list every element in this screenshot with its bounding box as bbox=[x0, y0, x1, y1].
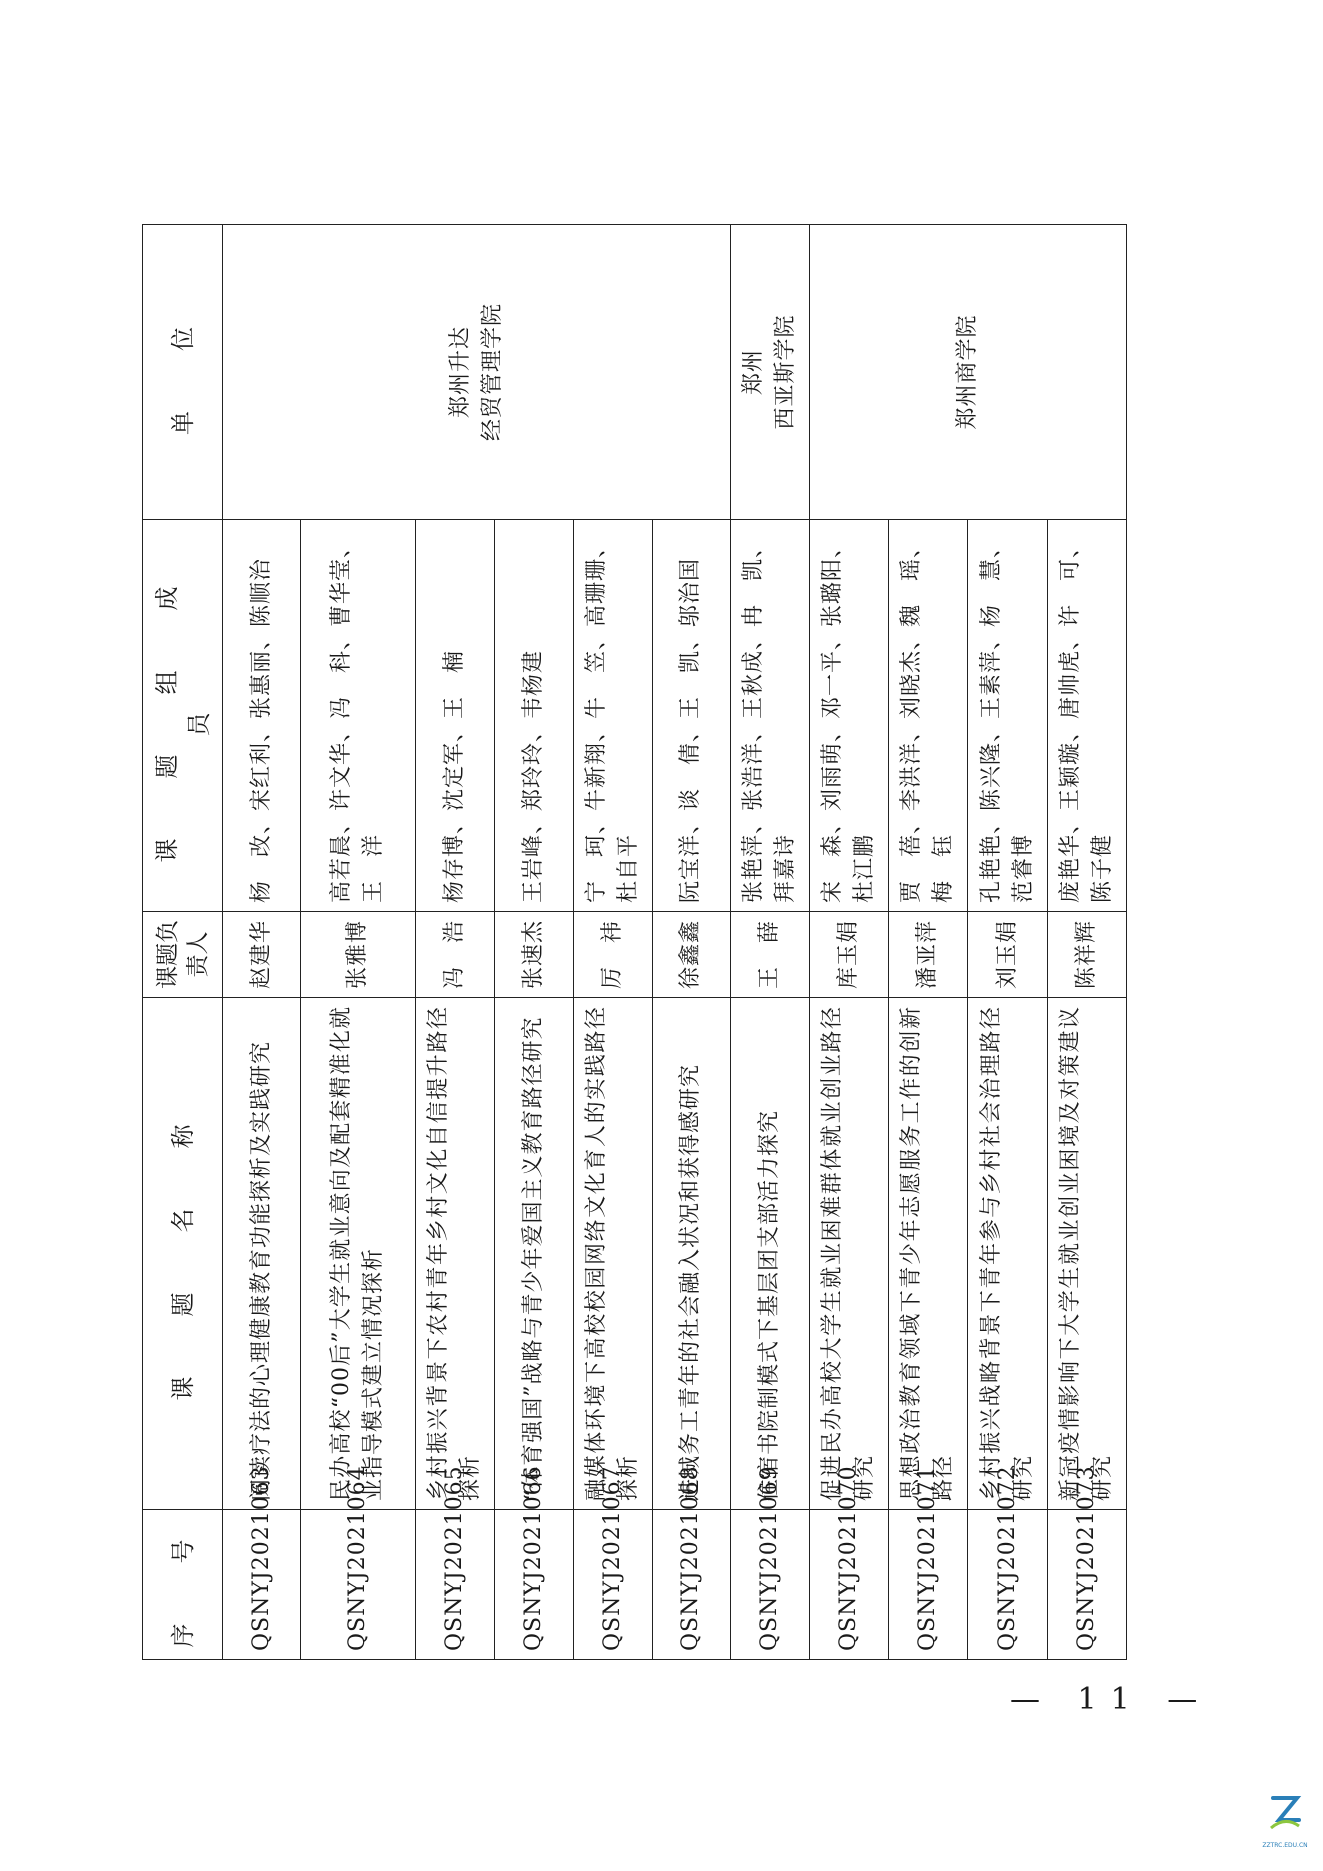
table-row bbox=[730, 225, 809, 1660]
row-leader: 王 薛 bbox=[730, 912, 809, 998]
row-leader: 赵建华 bbox=[223, 912, 301, 998]
table-row bbox=[810, 225, 889, 1660]
row-leader: 张速杰 bbox=[495, 912, 573, 998]
row-title: “体育强国”战略与青少年爱国主义教育路径研究 bbox=[495, 998, 573, 1510]
logo-caption: ZZTRC.EDU.CN bbox=[1262, 1842, 1308, 1849]
unit-cell-zzbc bbox=[810, 225, 1127, 520]
row-leader: 潘亚萍 bbox=[889, 912, 968, 998]
unit-line-1: 郑州 bbox=[740, 349, 766, 396]
row-title: 促进民办高校大学生就业困难群体就业创业路径研究 bbox=[810, 998, 889, 1510]
row-members: 杨存博、沈定军、王 楠 bbox=[416, 520, 495, 912]
row-code: QSNYJ2021069 bbox=[730, 1510, 809, 1660]
header-index: 序 号 bbox=[143, 1510, 223, 1660]
row-members: 杨 改、宋红利、张惠丽、陈顺治 bbox=[223, 520, 301, 912]
row-title: 民办高校“00后”大学生就业意向及配套精准化就业指导模式建立情况探析 bbox=[301, 998, 416, 1510]
header-leader: 课题负责人 bbox=[143, 912, 223, 998]
row-code: QSNYJ2021073 bbox=[1047, 1510, 1126, 1660]
row-members: 阮宝洋、谈 倩、王 凯、邬治国 bbox=[652, 520, 730, 912]
row-leader: 张雅博 bbox=[301, 912, 416, 998]
row-leader: 陈祥辉 bbox=[1047, 912, 1126, 998]
row-leader: 徐鑫鑫 bbox=[652, 912, 730, 998]
row-title: 乡村振兴战略背景下青年参与乡村社会治理路径研究 bbox=[968, 998, 1047, 1510]
unit-line-2: 西亚斯学院 bbox=[772, 314, 798, 430]
unit-line-2: 经贸管理学院 bbox=[479, 303, 505, 442]
row-code: QSNYJ2021067 bbox=[573, 1510, 652, 1660]
row-code: QSNYJ2021071 bbox=[889, 1510, 968, 1660]
row-title: 阅读疗法的心理健康教育功能探析及实践研究 bbox=[223, 998, 301, 1510]
table-header-row bbox=[143, 225, 223, 1660]
row-code: QSNYJ2021066 bbox=[495, 1510, 573, 1660]
row-members: 宁 珂、牛新翔、牛 笠、高珊珊、杜自平 bbox=[573, 520, 652, 912]
table-row bbox=[223, 225, 301, 1660]
row-title: 住宿书院制模式下基层团支部活力探究 bbox=[730, 998, 809, 1510]
row-title: 思想政治教育领域下青少年志愿服务工作的创新路径 bbox=[889, 998, 968, 1510]
header-members: 课 题 组 成 员 bbox=[143, 520, 223, 912]
row-members: 贾 蓓、李洪洋、刘晓杰、魏 瑶、梅 钰 bbox=[889, 520, 968, 912]
page-number: — 11 — bbox=[1010, 1682, 1212, 1717]
unit-cell-shengda bbox=[223, 225, 730, 520]
unit-line-1: 郑州商学院 bbox=[955, 314, 980, 430]
header-unit: 单 位 bbox=[143, 225, 223, 520]
row-code: QSNYJ2021065 bbox=[416, 1510, 495, 1660]
unit-cell-sias bbox=[730, 225, 809, 520]
row-leader: 库玉娟 bbox=[810, 912, 889, 998]
row-title: 新冠疫情影响下大学生就业创业困境及对策建议研究 bbox=[1047, 998, 1126, 1510]
site-logo bbox=[1255, 1790, 1315, 1860]
row-code: QSNYJ2021068 bbox=[652, 1510, 730, 1660]
logo-icon bbox=[1265, 1790, 1305, 1838]
row-code: QSNYJ2021063 bbox=[223, 1510, 301, 1660]
row-leader: 刘玉娟 bbox=[968, 912, 1047, 998]
row-title: 乡村振兴背景下农村青年乡村文化自信提升路径探析 bbox=[416, 998, 495, 1510]
row-code: QSNYJ2021070 bbox=[810, 1510, 889, 1660]
row-members: 庞艳华、王颖璇、唐帅虎、许 可、陈子健 bbox=[1047, 520, 1126, 912]
row-title: 进城务工青年的社会融入状况和获得感研究 bbox=[652, 998, 730, 1510]
project-table bbox=[142, 224, 1127, 1660]
row-title: 融媒体环境下高校校园网络文化育人的实践路径探析 bbox=[573, 998, 652, 1510]
header-title: 课 题 名 称 bbox=[143, 998, 223, 1510]
row-leader: 冯 浩 bbox=[416, 912, 495, 998]
row-members: 张艳萍、张浩洋、王秋成、冉 凯、拜嘉诗 bbox=[730, 520, 809, 912]
rotated-table-container bbox=[142, 225, 1127, 1660]
row-members: 孔艳艳、陈兴隆、王素萍、杨 慧、范睿博 bbox=[968, 520, 1047, 912]
unit-line-1: 郑州升达 bbox=[447, 326, 473, 419]
row-members: 王岩峰、郑玲玲、韦杨建 bbox=[495, 520, 573, 912]
row-leader: 厉 祎 bbox=[573, 912, 652, 998]
row-members: 高若晨、许文华、冯 科、曹华莹、王 洋 bbox=[301, 520, 416, 912]
row-code: QSNYJ2021064 bbox=[301, 1510, 416, 1660]
row-members: 宋 森、刘雨萌、邓一平、张璐阳、杜江鹏 bbox=[810, 520, 889, 912]
row-code: QSNYJ2021072 bbox=[968, 1510, 1047, 1660]
